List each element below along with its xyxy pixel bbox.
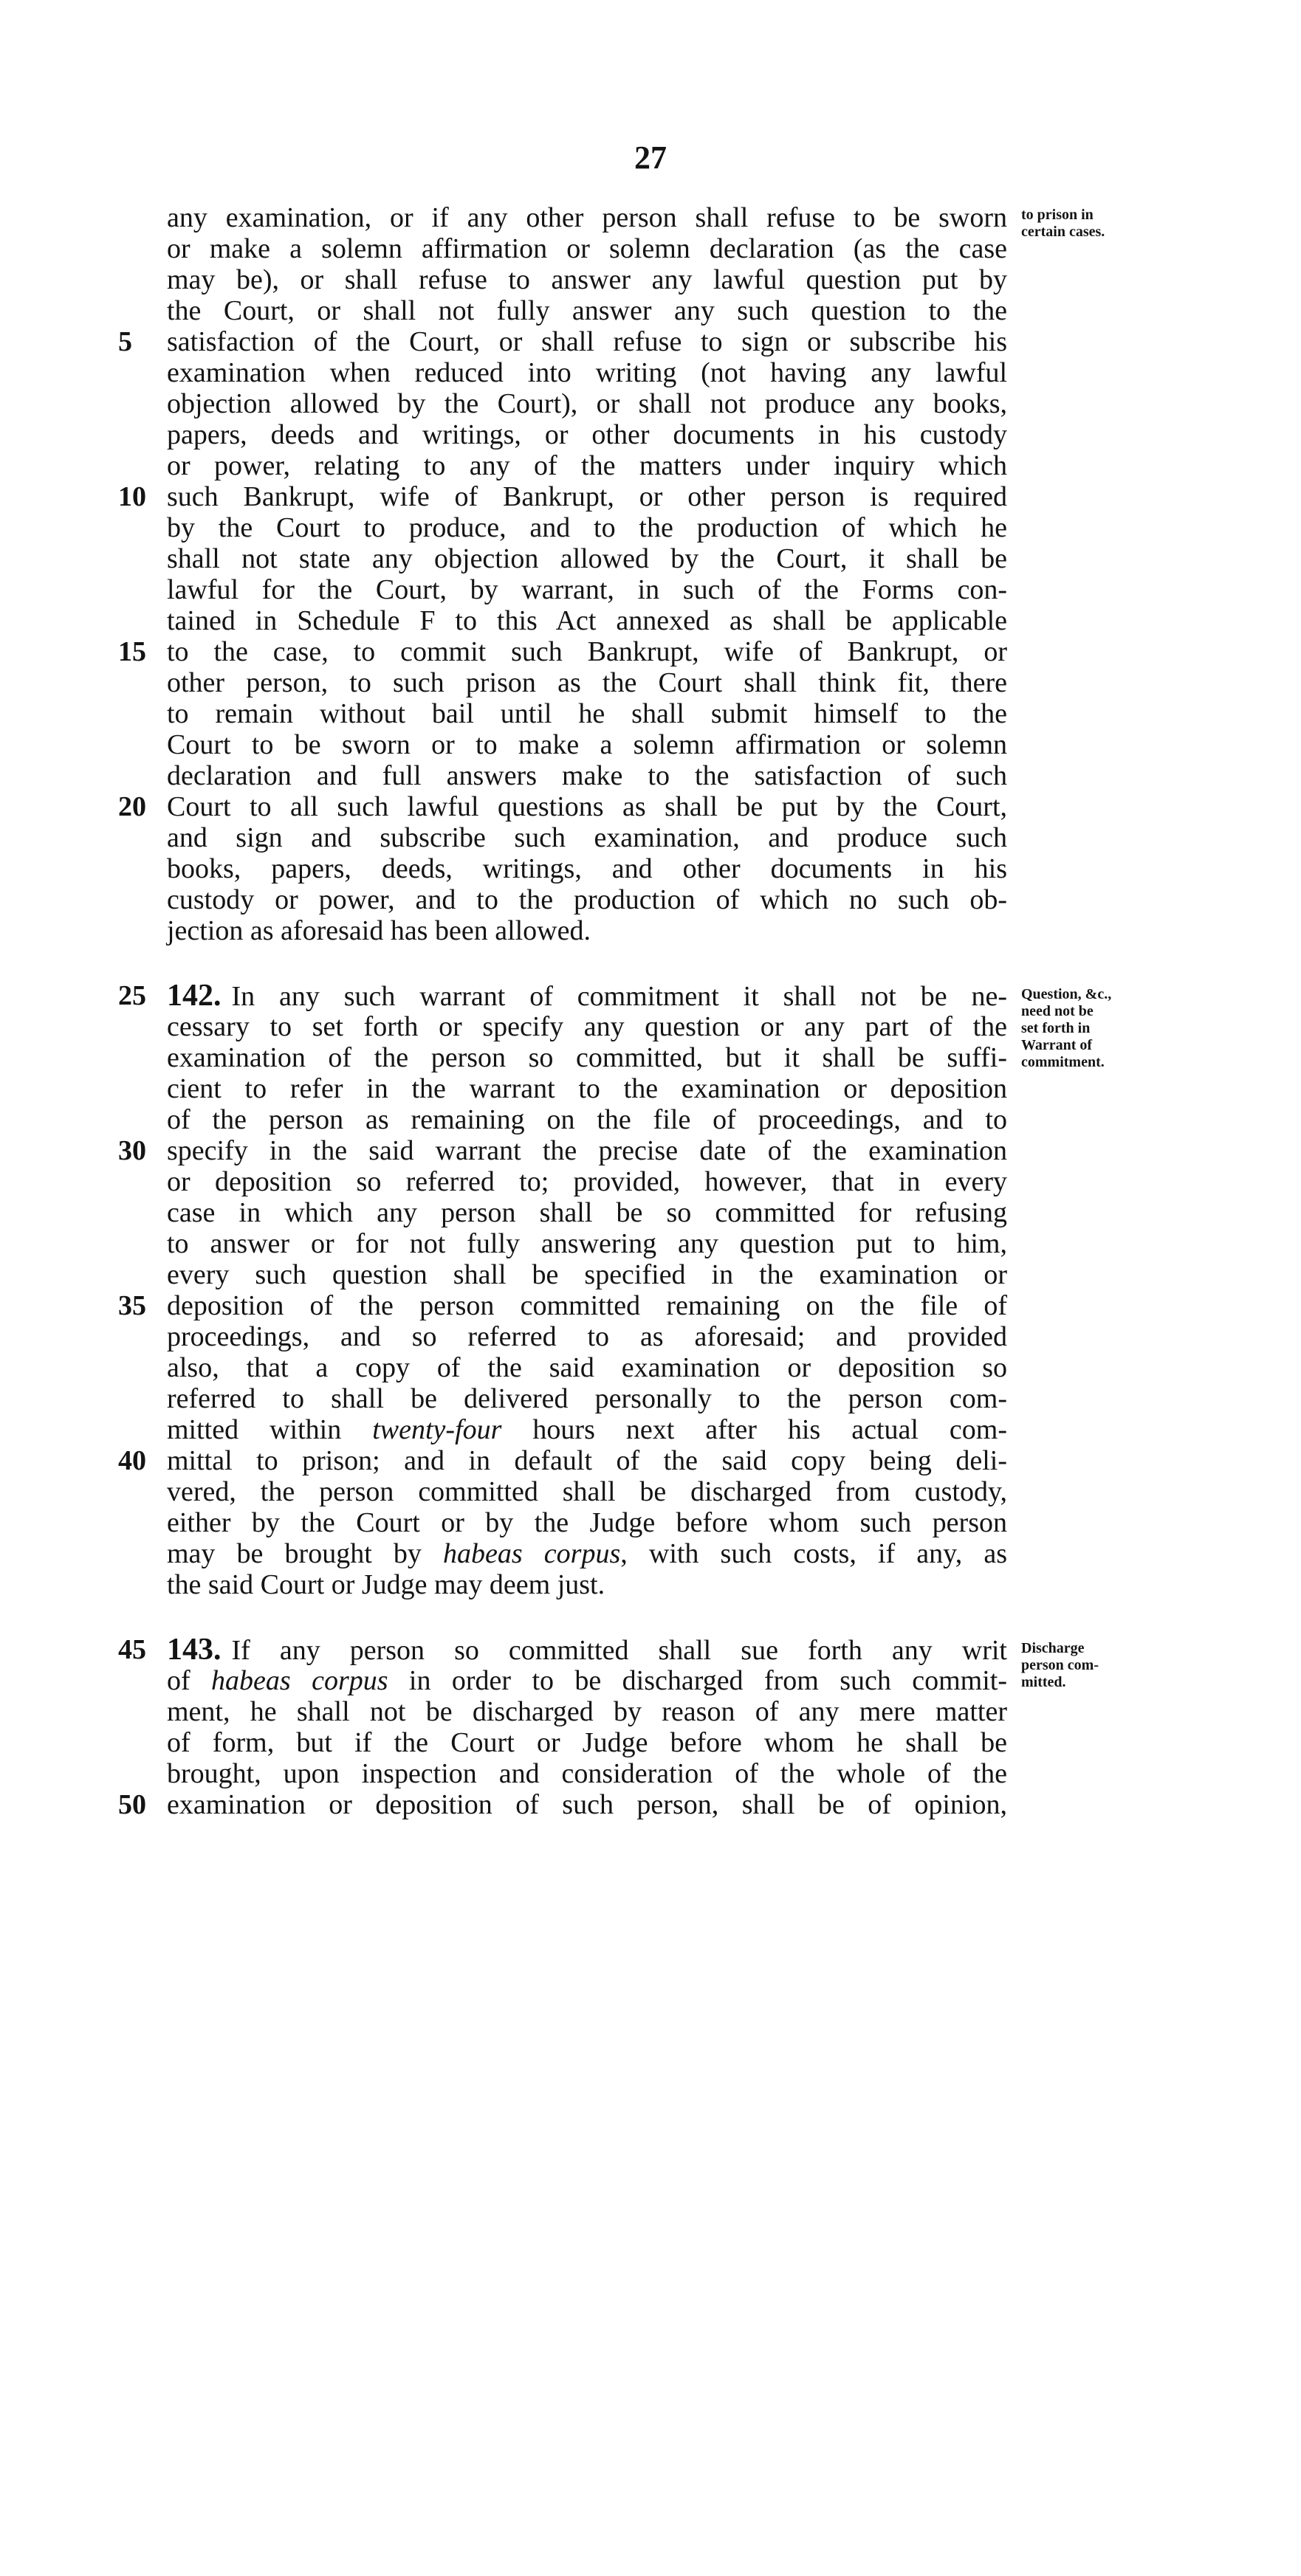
section-143-first-line <box>167 1634 1007 1666</box>
line-number: 50 <box>118 1789 146 1820</box>
text-line: brought, upon inspection and consideration of the whole of the <box>167 1758 1007 1789</box>
marginal-note: set forth in <box>1021 1020 1091 1036</box>
marginal-note: person com- <box>1021 1657 1099 1673</box>
italic-term: twenty-four <box>372 1414 502 1445</box>
marginal-note: Discharge <box>1021 1640 1085 1656</box>
line-number: 45 <box>118 1634 146 1665</box>
line-number: 35 <box>118 1290 146 1321</box>
text-line: of form, but if the Court or Judge before whom he shall be <box>167 1727 1007 1758</box>
text-line: may be), or shall refuse to answer any lawful question put by <box>167 264 1007 295</box>
section-142-first-line <box>167 980 1007 1012</box>
text-line: deposition of the person committed remaining on the file of <box>167 1290 1007 1321</box>
text-line: objection allowed by the Court), or shall not produce any books, <box>167 388 1007 419</box>
text-line: or power, relating to any of the matters under inquiry which <box>167 450 1007 481</box>
text-line: cient to refer in the warrant to the examination or deposition <box>167 1073 1007 1104</box>
text-line: of the person as remaining on the file of proceedings, and to <box>167 1104 1007 1135</box>
line-number: 25 <box>118 980 146 1011</box>
text-line: to answer or for not fully answering any question put to him, <box>167 1228 1007 1259</box>
text-fragment: in order to be discharged from such commit- <box>388 1665 1007 1696</box>
text-line: shall not state any objection allowed by the Court, it shall be <box>167 543 1007 574</box>
text-line: custody or power, and to the production of which no such ob- <box>167 884 1007 915</box>
text-line: examination of the person so committed, but it shall be suffi- <box>167 1042 1007 1073</box>
line-number: 30 <box>118 1135 146 1166</box>
text-line: vered, the person committed shall be discharged from custody, <box>167 1476 1007 1507</box>
text-line: Court to all such lawful questions as shall be put by the Court, <box>167 791 1007 822</box>
line-number: 5 <box>118 326 132 357</box>
text-fragment: , with such costs, if any, as <box>620 1538 1007 1569</box>
text-line: or deposition so referred to; provided, however, that in every <box>167 1166 1007 1197</box>
marginal-note: Question, &c., <box>1021 986 1112 1002</box>
text-line: referred to shall be delivered personally to the person com- <box>167 1383 1007 1414</box>
text-line: every such question shall be specified in the examination or <box>167 1259 1007 1290</box>
text-line: the Court, or shall not fully answer any such question to the <box>167 295 1007 326</box>
text-line <box>167 1414 1007 1445</box>
text-line: the said Court or Judge may deem just. <box>167 1569 605 1600</box>
marginal-note: to prison in <box>1021 207 1094 223</box>
text-line: examination or deposition of such person, shall be of opinion, <box>167 1789 1007 1820</box>
text-line: either by the Court or by the Judge before whom such person <box>167 1507 1007 1538</box>
text-line: to the case, to commit such Bankrupt, wife of Bankrupt, or <box>167 636 1007 667</box>
text-line: examination when reduced into writing (not having any lawful <box>167 357 1007 388</box>
line-number: 15 <box>118 636 146 667</box>
line-number: 40 <box>118 1445 146 1476</box>
italic-term: habeas corpus <box>211 1665 388 1696</box>
text-line: Court to be sworn or to make a solemn affirmation or solemn <box>167 729 1007 760</box>
text-line: any examination, or if any other person shall refuse to be sworn <box>167 202 1007 233</box>
text-line <box>167 1665 1007 1696</box>
text-line: jection as aforesaid has been allowed. <box>167 915 591 946</box>
text-fragment: mitted within <box>167 1414 373 1445</box>
marginal-note: certain cases. <box>1021 224 1105 240</box>
text-line: or make a solemn affirmation or solemn declaration (as the case <box>167 233 1007 264</box>
text-fragment: hours next after his actual com- <box>501 1414 1008 1445</box>
page-number: 27 <box>634 140 667 176</box>
text-line: books, papers, deeds, writings, and other documents in his <box>167 853 1007 884</box>
text-line: also, that a copy of the said examination or deposition so <box>167 1352 1007 1383</box>
italic-term: habeas corpus <box>443 1538 621 1569</box>
text-line: proceedings, and so referred to as aforesaid; and provided <box>167 1321 1007 1352</box>
marginal-note: mitted. <box>1021 1674 1066 1690</box>
section-number: 143. <box>167 1633 222 1667</box>
text-line: such Bankrupt, wife of Bankrupt, or other person is required <box>167 481 1007 512</box>
section-text: In any such warrant of commitment it shall not be ne- <box>231 981 1007 1012</box>
text-line: tained in Schedule F to this Act annexed as shall be applicable <box>167 605 1007 636</box>
text-line: declaration and full answers make to the satisfaction of such <box>167 760 1007 791</box>
marginal-note: need not be <box>1021 1003 1094 1019</box>
section-text: If any person so committed shall sue forth any writ <box>231 1635 1007 1666</box>
text-line: other person, to such prison as the Court shall think fit, there <box>167 667 1007 698</box>
line-number: 10 <box>118 481 146 512</box>
text-line: by the Court to produce, and to the production of which he <box>167 512 1007 543</box>
text-line: lawful for the Court, by warrant, in such of the Forms con- <box>167 574 1007 605</box>
text-line: and sign and subscribe such examination, and produce such <box>167 822 1007 853</box>
text-line: cessary to set forth or specify any question or any part of the <box>167 1011 1007 1042</box>
text-fragment: may be brought by <box>167 1538 444 1569</box>
marginal-note: Warrant of <box>1021 1037 1093 1053</box>
text-line: case in which any person shall be so committed for refusing <box>167 1197 1007 1228</box>
text-line: specify in the said warrant the precise date of the examination <box>167 1135 1007 1166</box>
text-line: to remain without bail until he shall submit himself to the <box>167 698 1007 729</box>
line-number: 20 <box>118 791 146 822</box>
text-line: ment, he shall not be discharged by reason of any mere matter <box>167 1696 1007 1727</box>
text-line <box>167 1538 1007 1569</box>
text-line: papers, deeds and writings, or other documents in his custody <box>167 419 1007 450</box>
text-fragment: of <box>167 1665 212 1696</box>
text-line: satisfaction of the Court, or shall refuse to sign or subscribe his <box>167 326 1007 357</box>
marginal-note: commitment. <box>1021 1054 1105 1070</box>
section-number: 142. <box>167 979 222 1013</box>
text-line: mittal to prison; and in default of the said copy being deli- <box>167 1445 1007 1476</box>
